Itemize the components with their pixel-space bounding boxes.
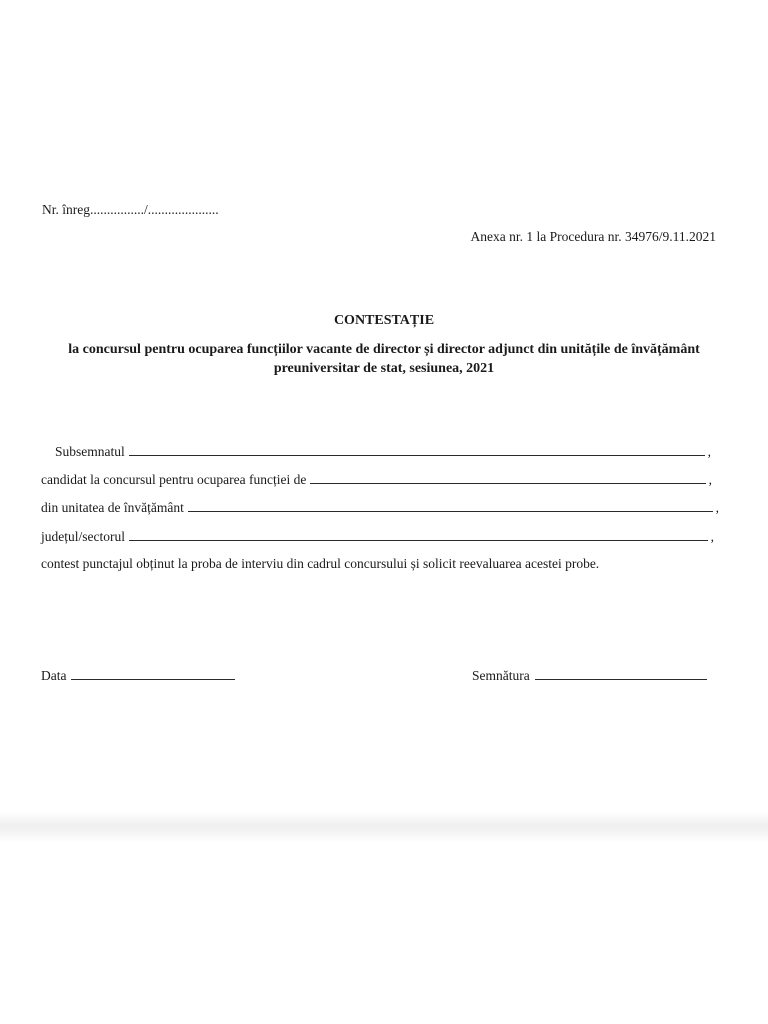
signature-label: Semnătura [472, 668, 530, 683]
unitate-label: din unitatea de învățământ [41, 500, 184, 515]
date-row [41, 667, 235, 684]
subsemnatul-row [55, 443, 711, 460]
unitate-row [41, 499, 719, 516]
functie-field[interactable] [310, 471, 705, 484]
contest-statement: contest punctajul obținut la proba de interviu din cadrul concursului și solicit reevaluarea acestei probe. [41, 556, 600, 571]
subsemnatul-field[interactable] [129, 443, 705, 456]
date-field[interactable] [71, 667, 235, 680]
date-label: Data [41, 668, 67, 683]
registration-number: Nr. înreg................/..................... [42, 202, 219, 217]
comma: , [710, 529, 714, 544]
page-edge-shadow [0, 812, 768, 842]
functie-row [41, 471, 712, 488]
signature-row [472, 667, 707, 684]
subsemnatul-label: Subsemnatul [55, 444, 125, 459]
comma: , [715, 500, 719, 515]
judet-field[interactable] [129, 528, 708, 541]
judet-label: județul/sectorul [41, 529, 125, 544]
functie-label: candidat la concursul pentru ocuparea funcției de [41, 472, 307, 487]
document-title: CONTESTAȚIE [333, 313, 435, 328]
judet-row [41, 528, 714, 545]
comma: , [708, 472, 712, 487]
signature-field[interactable] [535, 667, 707, 680]
unitate-field[interactable] [188, 499, 713, 512]
comma: , [707, 444, 711, 459]
annex-reference: Anexa nr. 1 la Procedura nr. 34976/9.11.2021 [470, 229, 716, 244]
document-subtitle: la concursul pentru ocuparea funcțiilor vacante de director și director adjunct din unitățile de învățământ preuniversitar de stat, sesiunea, 2021 [68, 342, 700, 376]
